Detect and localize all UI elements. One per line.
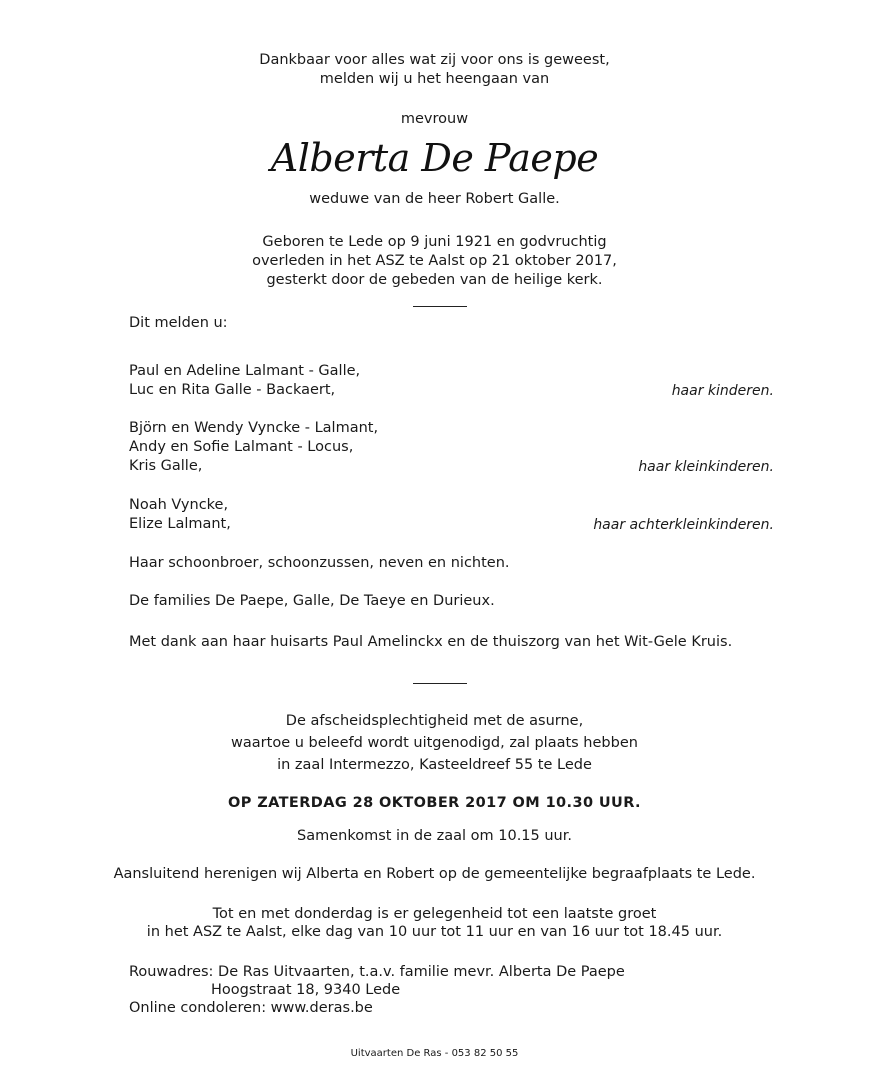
address-line-3: Online condoleren: www.deras.be	[129, 1000, 373, 1016]
date-time: OP ZATERDAG 28 OKTOBER 2017 OM 10.30 UUR.	[228, 795, 641, 811]
birth-death-line-1: Geboren te Lede op 9 juni 1921 en godvruchtig	[262, 234, 607, 250]
ceremony-line-1: De afscheidsplechtigheid met de asurne,	[285, 713, 584, 729]
family-relation: haar kleinkinderen.	[638, 459, 774, 475]
ceremony-line-3: in zaal Intermezzo, Kasteeldreef 55 te Lede	[277, 757, 592, 773]
address-line-2: Hoogstraat 18, 9340 Lede	[211, 982, 401, 998]
family-name: Paul en Adeline Lalmant - Galle,	[129, 363, 361, 379]
widow-of: weduwe van de heer Robert Galle.	[309, 191, 560, 207]
ceremony-line-2: waartoe u beleefd wordt uitgenodigd, zal plaats hebben	[231, 735, 638, 751]
thanks: Met dank aan haar huisarts Paul Amelinckx en de thuiszorg van het Wit-Gele Kruis.	[129, 634, 733, 650]
title-prefix: mevrouw	[400, 111, 469, 127]
family-name: Noah Vyncke,	[129, 497, 229, 513]
extended-family: Haar schoonbroer, schoonzussen, neven en nichten.	[129, 555, 510, 571]
family-relation: haar achterkleinkinderen.	[593, 517, 774, 533]
gathering: Samenkomst in de zaal om 10.15 uur.	[297, 828, 572, 844]
birth-death-line-2: overleden in het ASZ te Aalst op 21 oktober 2017,	[252, 253, 617, 269]
family-name: Björn en Wendy Vyncke - Lalmant,	[129, 420, 379, 436]
deceased-name: Alberta De Paepe	[270, 136, 599, 180]
intro-line-2: melden wij u het heengaan van	[319, 71, 550, 87]
family-name: Elize Lalmant,	[129, 516, 231, 532]
divider-1	[413, 306, 467, 307]
burial: Aansluitend herenigen wij Alberta en Robert op de gemeentelijke begraafplaats te Lede.	[113, 866, 756, 882]
family-name: Kris Galle,	[129, 458, 203, 474]
address-line-1: Rouwadres: De Ras Uitvaarten, t.a.v. familie mevr. Alberta De Paepe	[129, 964, 625, 980]
farewell-line-2: in het ASZ te Aalst, elke dag van 10 uur tot 11 uur en van 16 uur tot 18.45 uur.	[146, 924, 723, 940]
intro-line-1: Dankbaar voor alles wat zij voor ons is geweest,	[259, 52, 610, 68]
family-name: Luc en Rita Galle - Backaert,	[129, 382, 336, 398]
birth-death-line-3: gesterkt door de gebeden van de heilige kerk.	[266, 272, 603, 288]
family-name: Andy en Sofie Lalmant - Locus,	[129, 439, 354, 455]
family-relation: haar kinderen.	[671, 383, 774, 399]
divider-2	[413, 683, 467, 684]
families: De families De Paepe, Galle, De Taeye en Durieux.	[129, 593, 495, 609]
farewell-line-1: Tot en met donderdag is er gelegenheid tot een laatste groet	[212, 906, 657, 922]
announcers-label: Dit melden u:	[129, 315, 228, 331]
footer: Uitvaarten De Ras - 053 82 50 55	[350, 1048, 519, 1059]
